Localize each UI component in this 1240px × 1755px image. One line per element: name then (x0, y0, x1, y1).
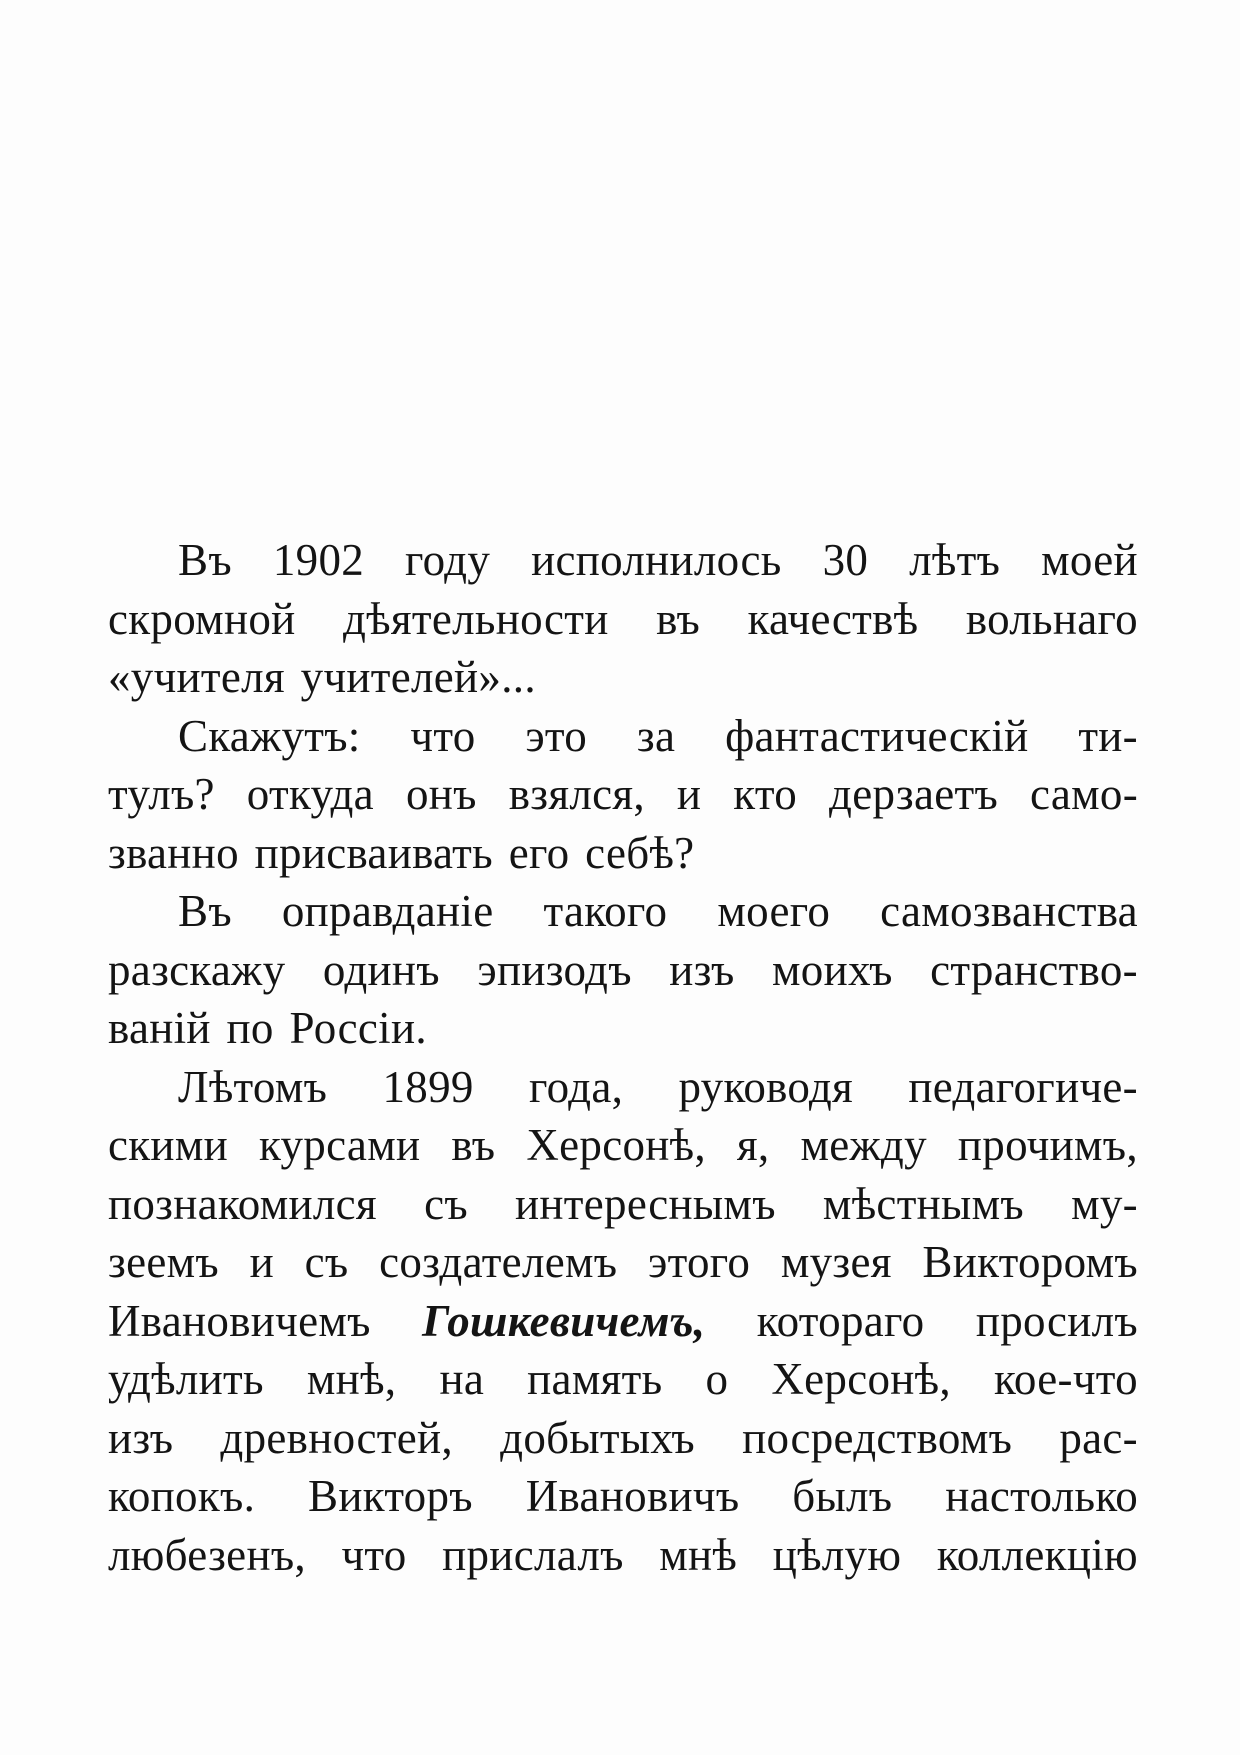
word: удѣлить (108, 1354, 264, 1404)
text-line (108, 590, 1138, 649)
text-line (108, 824, 1138, 883)
word: Въ (178, 535, 232, 585)
word: кто (733, 769, 798, 819)
word: онъ (405, 769, 477, 819)
word: по (226, 1003, 274, 1053)
text-line (108, 1116, 1138, 1175)
word: Лѣтомъ (178, 1061, 328, 1112)
word: эпизодъ (477, 944, 632, 995)
word: моего (717, 886, 831, 936)
word: между (800, 1120, 927, 1170)
word: дерзаетъ (829, 769, 999, 819)
word: музея (780, 1237, 892, 1287)
word: за (636, 710, 676, 761)
word: 1902 (272, 535, 365, 585)
word: присваивать (254, 827, 493, 878)
word: ти- (1078, 710, 1138, 761)
word: прислалъ (442, 1529, 624, 1580)
word: 30 (822, 535, 869, 585)
word: изъ (669, 944, 735, 995)
word: коллекцію (936, 1529, 1138, 1580)
word: копокъ. (108, 1471, 256, 1521)
word: педагогиче- (908, 1061, 1138, 1112)
word: вольнаго (965, 593, 1138, 644)
word: былъ (792, 1471, 893, 1521)
word: исполнилось (531, 535, 782, 585)
word: съ (304, 1237, 349, 1287)
text-line (108, 1467, 1138, 1526)
word: любезенъ, (108, 1529, 306, 1580)
word: кое-что (994, 1354, 1138, 1404)
word: Херсонѣ, (526, 1120, 706, 1170)
word: разскажу (108, 944, 286, 995)
word: скими (108, 1120, 228, 1170)
word: Въ (178, 886, 232, 936)
word: мѣстнымъ (822, 1178, 1024, 1229)
word: съ (424, 1178, 468, 1229)
word: мнѣ, (306, 1354, 397, 1404)
text-line (108, 999, 1138, 1058)
word: это (525, 710, 588, 761)
word: интереснымъ (515, 1178, 776, 1229)
word: «учителя (108, 652, 285, 702)
word: 1899 (382, 1061, 474, 1112)
word: фантастическій (725, 710, 1029, 761)
text-line (108, 1409, 1138, 1468)
word: Ивановичемъ (108, 1295, 371, 1346)
word: въ (656, 593, 701, 644)
word: само- (1030, 769, 1138, 819)
word: создателемъ (379, 1237, 618, 1287)
word: самозванства (880, 886, 1138, 936)
word: Викторомъ (922, 1237, 1138, 1287)
text-line (108, 648, 1138, 707)
word: руководя (678, 1061, 854, 1112)
word: рас- (1059, 1412, 1138, 1463)
word: мнѣ (659, 1529, 738, 1580)
word: му- (1071, 1178, 1138, 1229)
word: что (341, 1529, 407, 1580)
word: моихъ (772, 944, 893, 995)
word: откуда (246, 769, 374, 819)
word: что (410, 710, 476, 761)
text-line (108, 1058, 1138, 1117)
word: года, (528, 1061, 624, 1112)
word: настолько (945, 1471, 1138, 1521)
word: взялся, (508, 769, 645, 819)
word: лѣтъ (909, 535, 1001, 585)
text-line (108, 1233, 1138, 1292)
word: моей (1041, 535, 1138, 585)
text-line (108, 941, 1138, 1000)
word: тулъ? (108, 769, 215, 819)
word: добытыхъ (500, 1412, 696, 1463)
word: году (405, 535, 491, 585)
word: его (508, 827, 570, 878)
word: одинъ (322, 944, 440, 995)
word: этого (647, 1237, 751, 1287)
word: Скажутъ: (178, 710, 361, 761)
word: и (676, 769, 702, 819)
text-line (108, 531, 1138, 590)
word: Ивановичъ (525, 1471, 740, 1521)
word: древностей, (220, 1412, 453, 1463)
word: странство- (930, 944, 1138, 995)
body-text (108, 531, 1138, 1584)
text-line (108, 1526, 1138, 1585)
word: оправданіе (281, 886, 494, 936)
text-line (108, 707, 1138, 766)
word: цѣлую (772, 1529, 902, 1580)
word: познакомился (108, 1178, 377, 1229)
word: котораго (756, 1295, 925, 1346)
word: просилъ (975, 1295, 1138, 1346)
word: прочимъ, (957, 1120, 1138, 1170)
text-line (108, 1350, 1138, 1409)
word: званно (108, 827, 239, 878)
word: скромной (108, 593, 296, 644)
word: память (527, 1354, 663, 1404)
text-line (108, 765, 1138, 824)
word: Россіи. (289, 1003, 427, 1053)
word: въ (451, 1120, 496, 1170)
word: и (249, 1237, 274, 1287)
word: изъ (108, 1412, 174, 1463)
word: такого (543, 886, 668, 936)
text-line (108, 882, 1138, 941)
word: себѣ? (585, 827, 695, 878)
word: дѣятельности (342, 593, 609, 644)
word: на (439, 1354, 485, 1404)
word: Херсонѣ, (771, 1354, 951, 1404)
text-line (108, 1175, 1138, 1234)
word: качествѣ (747, 593, 919, 644)
italic-name: Гошкевичемъ, (422, 1295, 706, 1346)
word: ваній (108, 1003, 211, 1053)
word: зеемъ (108, 1237, 219, 1287)
word: я, (736, 1120, 770, 1170)
text-line (108, 1292, 1138, 1351)
word: учителей»... (300, 652, 536, 702)
word: посредствомъ (742, 1412, 1013, 1463)
word: о (705, 1354, 729, 1404)
word: Викторъ (308, 1471, 473, 1521)
word: курсами (258, 1120, 421, 1170)
